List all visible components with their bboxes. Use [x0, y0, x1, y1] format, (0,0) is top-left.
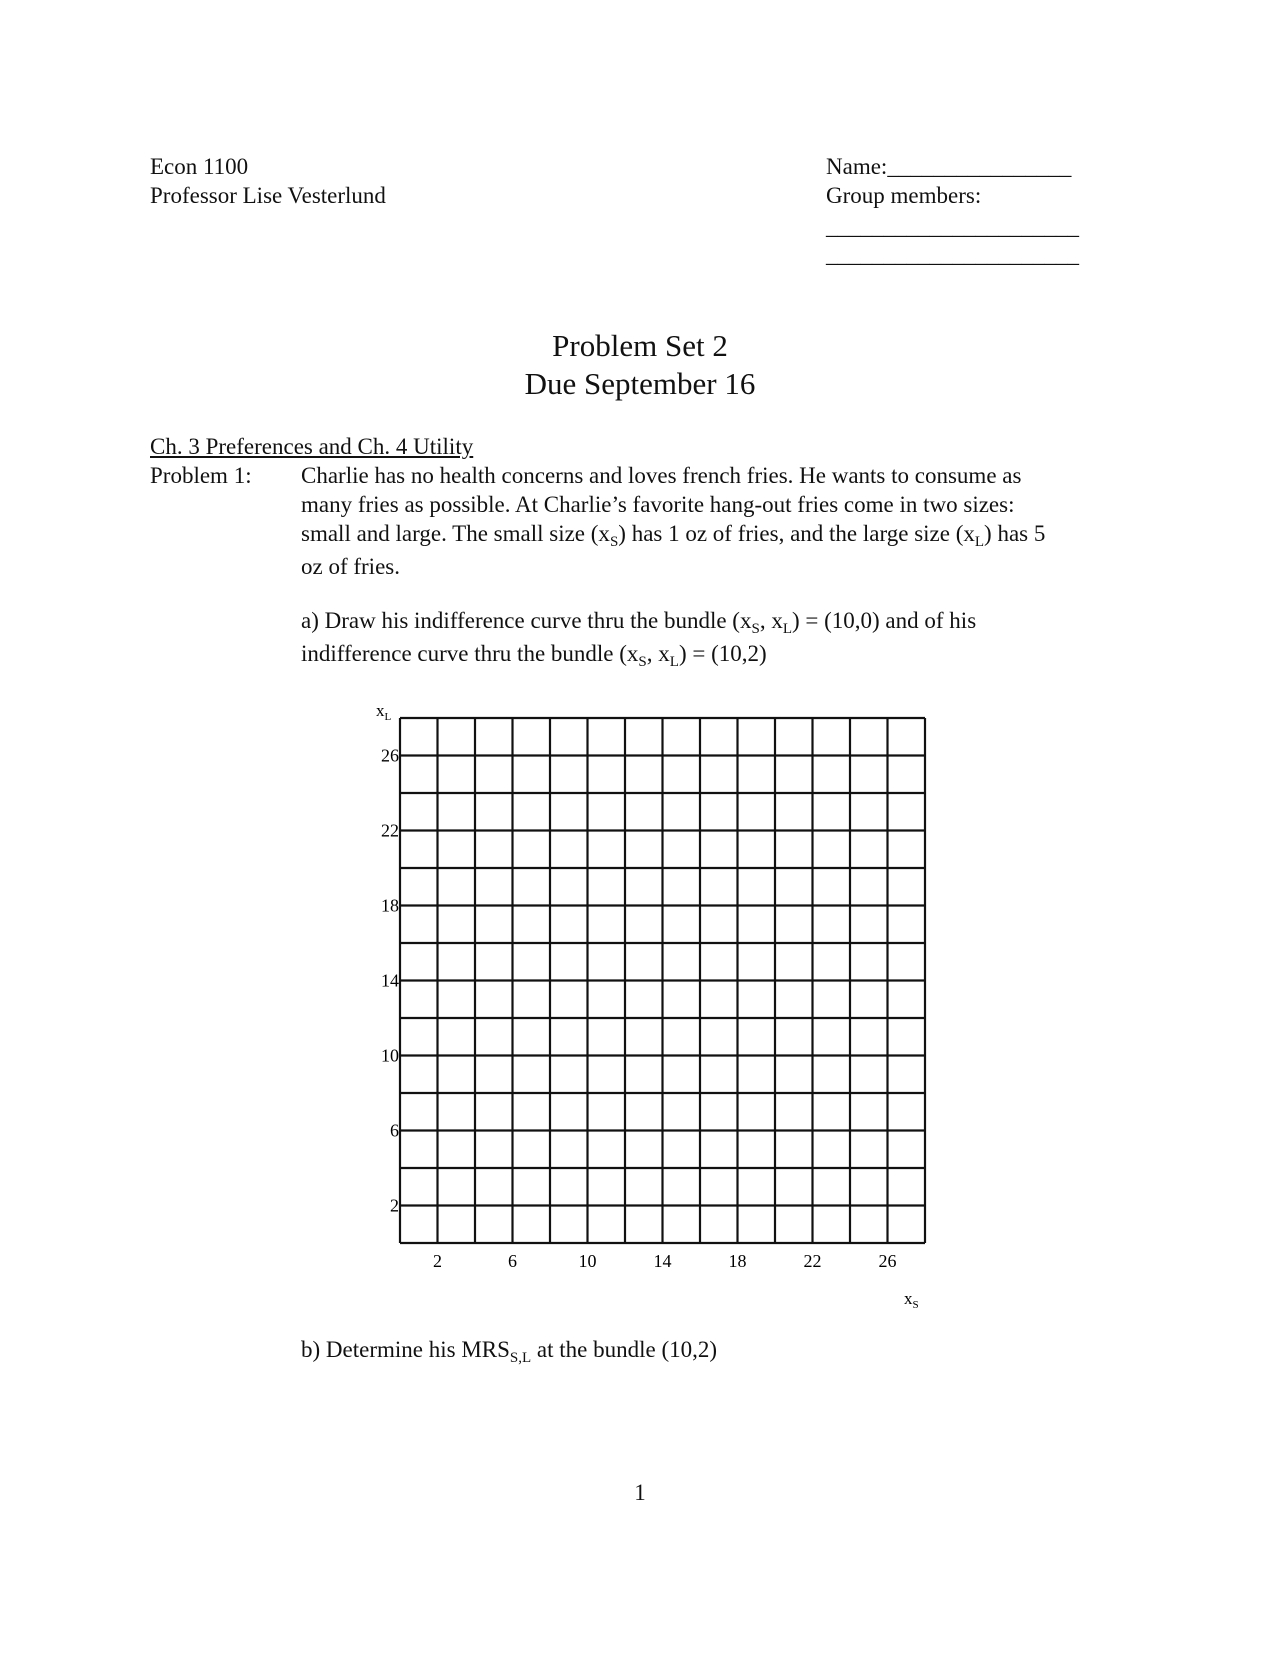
part-a-line-2: indifference curve thru the bundle ($x_S$, $x_L) = (10,2)$: [301, 641, 767, 670]
x-tick-label: 6: [508, 1251, 517, 1271]
course-code: Econ 1100: [150, 154, 249, 179]
x-tick-label: 10: [578, 1251, 597, 1271]
y-tick-label: 2: [390, 1195, 399, 1216]
y-tick-label: 22: [381, 820, 399, 841]
part-a-line-1: a) Draw his indifference curve thru the bundle ($x_S$, $x_L) = (10,0)$ and of his: [301, 608, 977, 637]
name-blank: ________________: [887, 154, 1072, 179]
name-label: Name:: [826, 154, 888, 179]
part-b-text: b) Determine his $MRS_{S,L}$ at the bundle (10,2): [301, 1337, 718, 1366]
problem-label: Problem 1:: [150, 463, 252, 488]
x-axis-label: $x_S$: [904, 1289, 919, 1311]
y-tick-label: 10: [381, 1045, 399, 1066]
y-tick-label: 18: [381, 895, 399, 916]
page-number: 1: [634, 1480, 646, 1505]
x-axis-ticks: [433, 1251, 897, 1271]
problem-text-line-1: Charlie has no health concerns and loves french fries. He wants to consume as: [301, 463, 1022, 488]
x-tick-label: 14: [653, 1251, 672, 1271]
x-tick-label: 2: [433, 1251, 442, 1271]
x-tick-label: 22: [803, 1251, 822, 1271]
problem-text-line-2: many fries as possible. At Charlie’s favorite hang-out fries come in two sizes:: [301, 492, 1015, 517]
x-tick-label: 18: [728, 1251, 747, 1271]
x-tick-label: 26: [878, 1251, 897, 1271]
professor-name: Professor Lise Vesterlund: [150, 183, 386, 208]
y-tick-label: 6: [390, 1120, 399, 1141]
group-blank-1: ______________________: [826, 214, 1079, 239]
section-heading: Ch. 3 Preferences and Ch. 4 Utility: [150, 434, 474, 459]
y-axis-ticks: [381, 746, 399, 1216]
page-title: Problem Set 2: [552, 328, 728, 363]
group-members-label: Group members:: [826, 183, 982, 208]
problem-text-line-4: oz of fries.: [301, 554, 400, 579]
due-date: Due September 16: [524, 366, 756, 401]
y-tick-label: 14: [381, 970, 399, 991]
grid-lines: [400, 718, 925, 1243]
y-axis-label: $x_L$: [376, 701, 392, 723]
group-blank-2: ______________________: [826, 242, 1079, 267]
problem-text-line-3: small and large. The small size $(x_S)$ has 1 oz of fries, and the large size $(x_L)$ has 5: [301, 521, 1046, 550]
y-tick-label: 26: [381, 745, 399, 766]
